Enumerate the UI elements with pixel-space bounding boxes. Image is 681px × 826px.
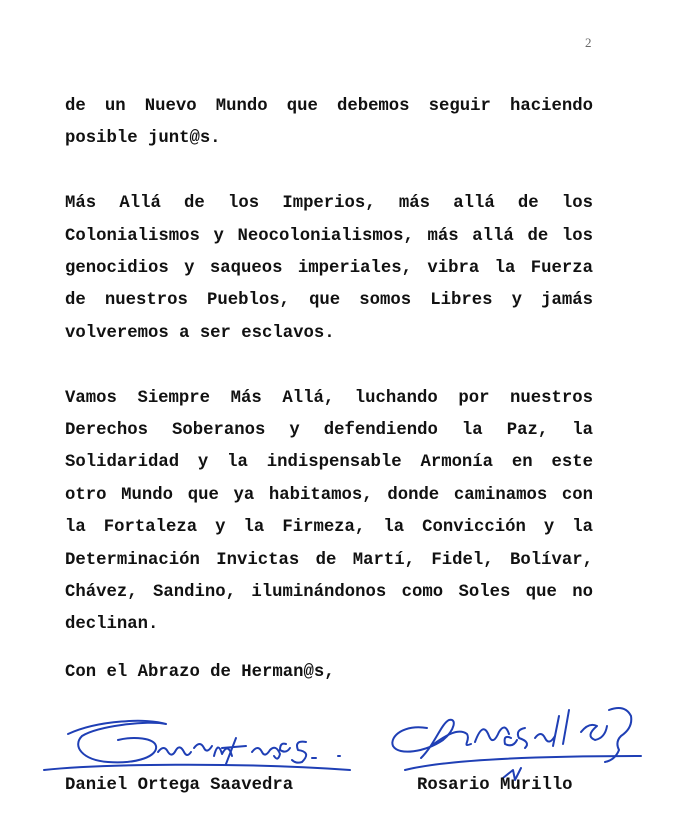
letter-body [65,91,593,642]
paragraph-2: Más Allá de los Imperios, más allá de los Colonialismos y Neocolonialismos, más allá de los genocidios y saqueos imperiales, vibra la Fuerza de nuestros Pueblos, que somos Libres y jamás volveremos a ser esclavos. [65,194,593,343]
signature-rosario-murillo [385,694,647,784]
paragraph-1: de un Nuevo Mundo que debemos seguir haciendo posible junt@s. [65,97,593,149]
signatory-name-rosario-murillo: Rosario Murillo [417,776,573,795]
closing-salutation: Con el Abrazo de Herman@s, [65,663,335,682]
signature-daniel-ortega [38,712,358,780]
paragraph-3: Vamos Siempre Más Allá, luchando por nuestros Derechos Soberanos y defendiendo la Paz, la Solidaridad y la indispensable Armonía en este otro Mundo que ya habitamos, donde caminamos con la Fortaleza y la Firmeza, la Convicción y la Determinación Invictas de Martí, Fidel, Bolívar, Chávez, Sandino, iluminándonos como Soles que no declinan. [65,388,593,635]
page-number: 2 [585,35,592,50]
signatory-name-daniel-ortega: Daniel Ortega Saavedra [65,776,294,795]
